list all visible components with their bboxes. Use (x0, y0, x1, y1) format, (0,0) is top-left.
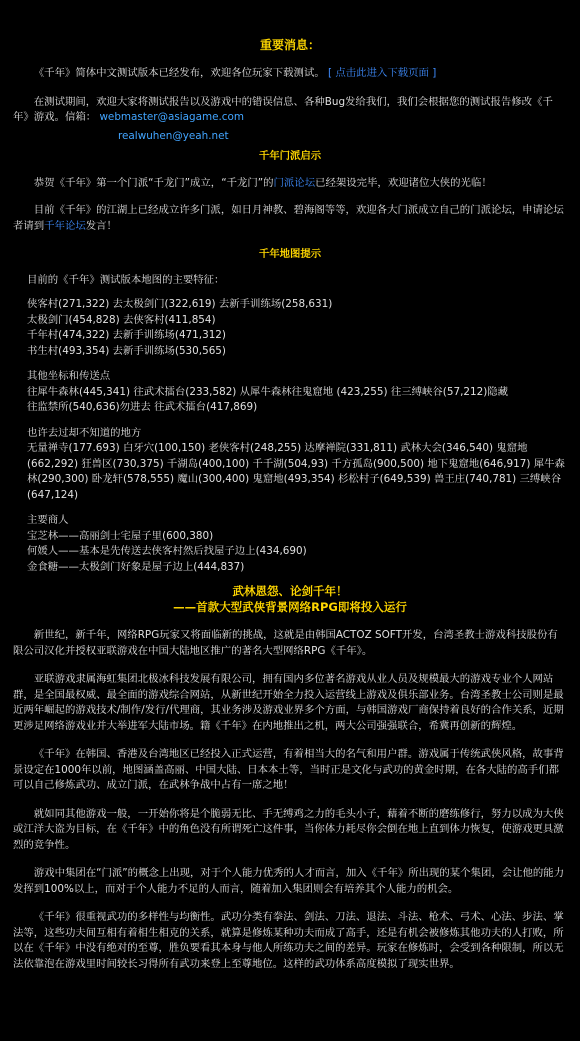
list-item: 往犀牛森林(445,341) 往武术擂台(233,582) 从犀牛森林往鬼窟地 (423,255) 往三缚峡谷(57,212)隐藏 (27, 385, 509, 398)
map-unknown-places: 无量禅寺(177.693) 白牙穴(100,150) 老侠客村(248,255) 达摩禅院(331,811) 武林大会(346,540) 鬼窟地(662,292) 狂兽区(730,375) 千湖岛(400,100) 千千湖(504,93) 千方孤岛(900,500) 地下鬼窟地(646,917) 犀牛森林(290,300) 卧龙轩(578,555) 魔山(300,400) 鬼窟地(493,354) 杉松村子(649,539) 兽王庄(740,781) 三缚峡谷(647,124) (27, 442, 565, 501)
sect-p2-text-b: 发言！ (85, 219, 117, 232)
sect-forum-link[interactable]: 门派论坛 (273, 176, 316, 189)
sect-p1-text-b: 已经架设完毕，欢迎诸位大侠的光临！ (315, 176, 492, 189)
list-item: 侠客村(271,322) 去太极剑门(322,619) 去新手训练场(258,631) (27, 298, 333, 310)
map-other-title: 其他坐标和传送点 (27, 370, 111, 382)
email-link-realwuhen[interactable]: realwuhen@yeah.net (118, 129, 229, 142)
map-title: 千年地图提示 (258, 248, 322, 260)
list-item: 往监禁所(540,636)勿进去 往武术擂台(417,869) (27, 401, 258, 413)
list-item: 宝芝林——高丽剑士宅屋子里(600,380) (27, 529, 214, 542)
sect-title: 千年门派启示 (258, 150, 322, 162)
list-item: 何媛人——基本是先传送去侠客村然后找屋子边上(434,690) (27, 545, 307, 557)
notice-download-text: 《千年》简体中文测试版本已经发布，欢迎各位玩家下载测试。 (33, 67, 325, 79)
article-paragraph: 就如同其他游戏一般，一开始你将是个脆弱无比、手无缚鸡之力的毛头小子，藉着不断的磨练修行，努力以成为大侠或江洋大盗为目标，在《千年》中的角色没有所谓死亡这件事，当你体力耗尽你会倒在地上直到体力恢复，使游戏更具激烈的竞争性。 (13, 807, 564, 851)
article-title: 武林恩怨、论剑千年！ (232, 584, 348, 598)
notice-report-text: 在测试期间，欢迎大家将测试报告以及游戏中的错误信息、各种Bug发给我们，我们会根据您的测试报告修改《千年》游戏。信箱： (13, 95, 553, 123)
email-second-line (13, 129, 567, 145)
list-item: 金食糖——太极剑门好象是屋子边上(444,837) (27, 560, 245, 573)
article-paragraph: 游戏中集团在“门派”的概念上出现，对于个人能力优秀的人才而言，加入《千年》所出现的某个集团，会让他的能力发挥到100%以上，而对于个人能力不足的人而言，随着加入集团则会有培养其个人能力的机会。 (13, 867, 565, 895)
list-item: 书生村(493,354) 去新手训练场(530,565) (27, 344, 226, 357)
sect-paragraph-1 (13, 176, 567, 192)
map-other-list (27, 385, 567, 416)
map-merchants-list (27, 529, 567, 576)
sect-p2-text-a: 目前《千年》的江湖上已经成立许多门派，如日月神教、碧海阁等等，欢迎各大门派成立自己的门派论坛，申请论坛者请到 (13, 204, 564, 232)
notice-paragraph-download (13, 66, 567, 82)
download-page-link[interactable]: [ 点击此进入下载页面 ] (328, 67, 437, 79)
article-paragraph: 新世纪，新千年，网络RPG玩家又将面临新的挑战，这就是由韩国ACTOZ SOFT开发，台湾圣教士游戏科技股份有限公司汉化并授权亚联游戏在中国大陆地区推广的著名大型网络RPG《千年》。 (13, 629, 558, 657)
article-paragraph: 亚联游戏隶属海虹集团北极冰科技发展有限公司，拥有国内多位著名游戏从业人员及规模最大的游戏专业个人网站群，是全国最权威、最全面的游戏综合网站，从新世纪开始全力投入运营线上游戏及俱乐部业务。台湾圣教士公司则是最近两年崛起的游戏技术/制作/发行/代理商，其业务涉及游戏业界多个方面，与韩国游戏厂商保持着良好的合作关系，近期更涉足网络游戏业并大举进军大陆市场。籍《千年》在内地推出之机，两大公司强强联合，希冀再创新的辉煌。 (13, 673, 564, 732)
article-subtitle: ——首款大型武侠背景网络RPG即将投入运行 (173, 600, 407, 614)
notice-paragraph-report (13, 95, 567, 126)
map-coords-list (27, 297, 567, 359)
list-item: 千年村(474,322) 去新手训练场(471,312) (27, 329, 226, 341)
notice-title: 重要消息： (259, 38, 320, 52)
sect-paragraph-2 (13, 203, 567, 234)
map-unknown-title: 也许去过却不知道的地方 (27, 426, 142, 439)
map-merchants-title: 主要商人 (27, 514, 69, 526)
map-section (13, 273, 567, 576)
article-paragraph: 《千年》很重视武功的多样性与均衡性。武功分类有拳法、剑法、刀法、退法、斗法、枪术、弓术、心法、步法、掌法等，这些功夫间互相有着相生相克的关系，就算是修炼某种功夫而成了高手，还是有机会被修炼其他功夫的人打败，所以在《千年》中没有绝对的至尊，胜负要看其本身与他人所练功夫之间的差异。玩家在修炼时，会受到各种限制，所以无法依靠泡在游戏里时间较长习得所有武功来登上至尊地位。这样的武功体系高度模拟了现实世界。 (13, 911, 564, 970)
email-link-webmaster[interactable]: webmaster@asiagame.com (99, 111, 244, 123)
sect-p1-text-a: 恭贺《千年》第一个门派“千龙门”成立，“千龙门”的 (33, 176, 274, 189)
qiannian-forum-link[interactable]: 千年论坛 (44, 219, 86, 232)
list-item: 太极剑门(454,828) 去侠客村(411,854) (27, 313, 216, 326)
map-intro: 目前的《千年》测试版本地图的主要特征： (27, 273, 225, 286)
article-paragraph: 《千年》在韩国、香港及台湾地区已经投入正式运营，有着相当大的名气和用户群。游戏属于传统武侠风格，故事背景设定在1000年以前，地图涵盖高丽、中国大陆、日本本土等，当时正是文化与武功的黄金时期，在各大陆的高手们都可以自己修炼武功、成立门派，在武林争战中占有一席之地！ (13, 748, 564, 791)
